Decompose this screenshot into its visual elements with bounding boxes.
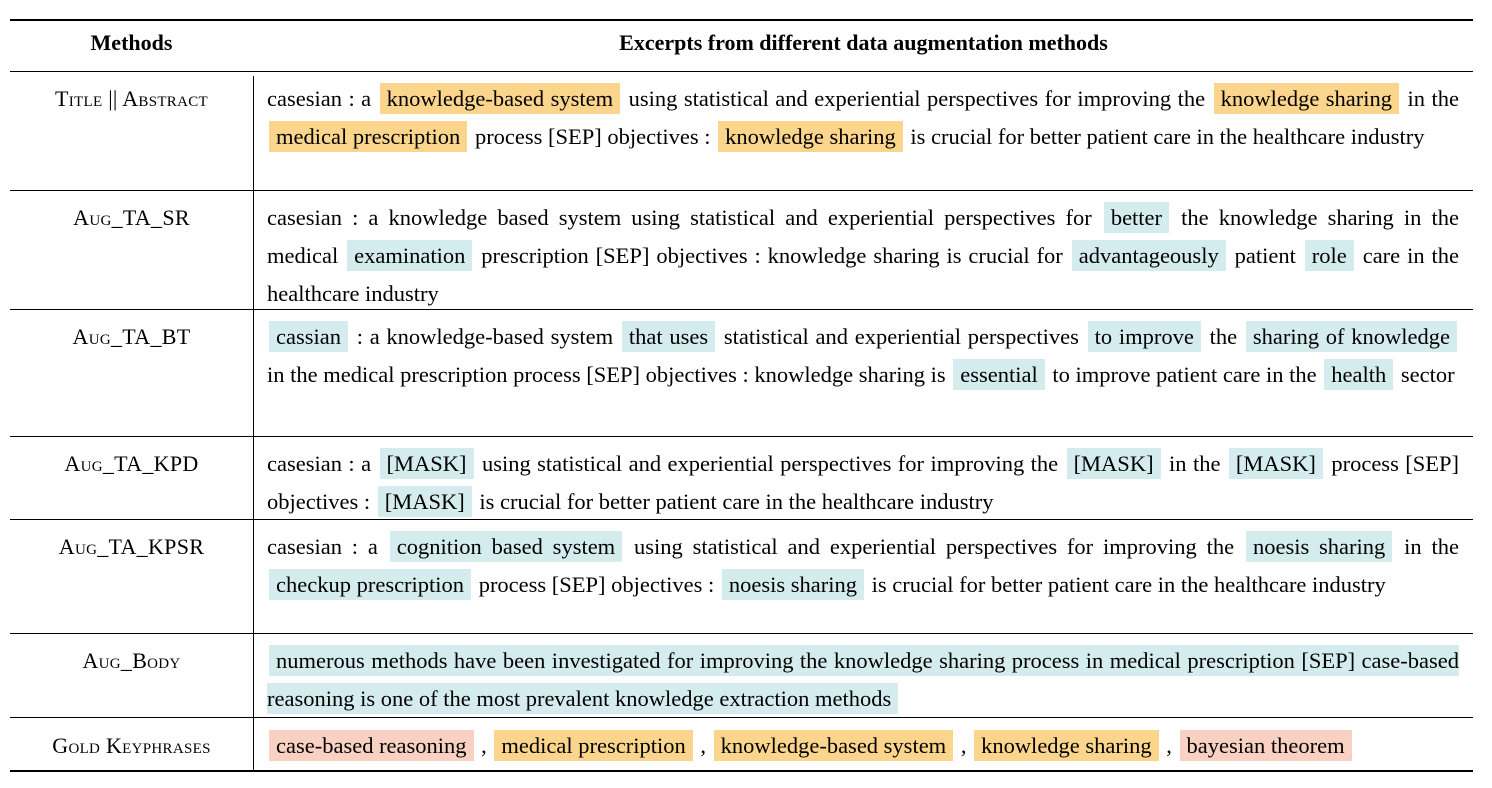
header-rule bbox=[10, 71, 1473, 72]
excerpt-text: casesian : a bbox=[267, 451, 378, 476]
excerpt-text: patient bbox=[1227, 243, 1303, 268]
highlighted-phrase: [MASK] bbox=[380, 448, 474, 479]
column-divider bbox=[253, 76, 254, 770]
highlighted-phrase: cassian bbox=[269, 321, 348, 352]
highlighted-phrase: health bbox=[1324, 359, 1393, 390]
highlighted-phrase: sharing of knowledge bbox=[1246, 321, 1457, 352]
excerpt-aug-ta-bt bbox=[267, 318, 1459, 394]
highlighted-phrase: knowledge sharing bbox=[718, 121, 903, 152]
method-aug-ta-bt: Aug_TA_BT bbox=[72, 324, 191, 349]
excerpt-text: process [SEP] objectives : bbox=[267, 451, 1460, 514]
excerpt-text: casesian : a bbox=[267, 534, 388, 559]
highlighted-phrase: that uses bbox=[622, 321, 715, 352]
excerpt-text: process [SEP] objectives : bbox=[473, 572, 720, 597]
excerpt-title-abstract bbox=[267, 80, 1459, 156]
highlighted-phrase: examination bbox=[347, 240, 472, 271]
highlighted-phrase: knowledge-based system bbox=[380, 83, 620, 114]
excerpt-text: the knowledge sharing in the medical bbox=[267, 205, 1460, 268]
excerpt-text: prescription [SEP] objectives : knowledge sharing is crucial for bbox=[474, 243, 1070, 268]
highlighted-phrase: to improve bbox=[1088, 321, 1201, 352]
method-aug-body: Aug_Body bbox=[82, 648, 181, 673]
highlighted-phrase: essential bbox=[953, 359, 1044, 390]
excerpt-aug-ta-sr bbox=[267, 199, 1459, 313]
highlighted-phrase: case-based reasoning bbox=[269, 730, 474, 761]
excerpt-text: statistical and experiential perspectives bbox=[717, 324, 1086, 349]
excerpt-text: sector bbox=[1395, 362, 1455, 387]
excerpt-text: is crucial for better patient care in the healthcare industry bbox=[473, 489, 994, 514]
excerpt-text: in the bbox=[1401, 86, 1459, 111]
highlighted-phrase: medical prescription bbox=[269, 121, 467, 152]
header-methods: Methods bbox=[90, 30, 173, 55]
highlighted-phrase: checkup prescription bbox=[269, 569, 471, 600]
highlighted-phrase: knowledge sharing bbox=[1214, 83, 1399, 114]
highlighted-phrase: numerous methods have been investigated for improving the knowledge sharing process in medical prescription [SEP] case-based reasoning is one of the most prevalent knowledge extraction methods bbox=[267, 645, 1459, 714]
excerpt-text: is crucial for better patient care in the healthcare industry bbox=[904, 124, 1425, 149]
highlighted-phrase: noesis sharing bbox=[1246, 531, 1392, 562]
excerpt-text: to improve patient care in the bbox=[1046, 362, 1323, 387]
highlighted-phrase: noesis sharing bbox=[722, 569, 864, 600]
highlighted-phrase: better bbox=[1104, 202, 1169, 233]
excerpt-text: in the bbox=[1394, 534, 1459, 559]
excerpt-text: in the medical prescription process [SEP] objectives : knowledge sharing is bbox=[267, 362, 952, 387]
highlighted-phrase: knowledge-based system bbox=[714, 730, 954, 761]
row-rule bbox=[10, 309, 1473, 310]
excerpt-text: casesian : a bbox=[267, 86, 378, 111]
excerpt-text: care in the healthcare industry bbox=[267, 243, 1459, 306]
highlighted-phrase: medical prescription bbox=[494, 730, 692, 761]
excerpt-text: casesian : a knowledge based system using statistical and experiential perspectives for bbox=[267, 205, 1102, 230]
row-rule bbox=[10, 190, 1473, 191]
bottom-rule bbox=[10, 770, 1473, 772]
excerpt-text: : a knowledge-based system bbox=[349, 324, 620, 349]
method-aug-ta-kpsr: Aug_TA_KPSR bbox=[58, 534, 205, 559]
row-rule bbox=[10, 436, 1473, 437]
excerpt-text: in the bbox=[1162, 451, 1227, 476]
row-rule bbox=[10, 717, 1473, 718]
excerpt-text: using statistical and experiential perspectives for improving the bbox=[624, 534, 1244, 559]
highlighted-phrase: [MASK] bbox=[1067, 448, 1161, 479]
excerpt-aug-body bbox=[267, 642, 1459, 718]
highlighted-phrase: cognition based system bbox=[390, 531, 622, 562]
row-rule bbox=[10, 519, 1473, 520]
highlighted-phrase: [MASK] bbox=[378, 486, 472, 517]
highlighted-phrase: bayesian theorem bbox=[1180, 730, 1352, 761]
excerpt-text: using statistical and experiential perspectives for improving the bbox=[475, 451, 1065, 476]
method-aug-ta-kpd: Aug_TA_KPD bbox=[64, 451, 199, 476]
method-title-abstract: Title || Abstract bbox=[54, 86, 209, 111]
highlighted-phrase: advantageously bbox=[1072, 240, 1226, 271]
method-aug-ta-sr: Aug_TA_SR bbox=[73, 205, 190, 230]
highlighted-phrase: role bbox=[1305, 240, 1354, 271]
excerpt-text: , bbox=[955, 733, 973, 758]
excerpt-text: , bbox=[1160, 733, 1178, 758]
excerpt-gold-keyphrases bbox=[267, 727, 1459, 765]
row-rule bbox=[10, 633, 1473, 634]
header-excerpts: Excerpts from different data augmentation methods bbox=[619, 30, 1108, 55]
highlighted-phrase: knowledge sharing bbox=[974, 730, 1159, 761]
highlighted-phrase: [MASK] bbox=[1229, 448, 1323, 479]
excerpt-text: is crucial for better patient care in the healthcare industry bbox=[866, 572, 1386, 597]
excerpt-text: , bbox=[475, 733, 493, 758]
excerpt-text: using statistical and experiential perspectives for improving the bbox=[622, 86, 1212, 111]
excerpt-text: process [SEP] objectives : bbox=[469, 124, 717, 149]
excerpt-text: , bbox=[694, 733, 712, 758]
method-gold-keyphrases: Gold Keyphrases bbox=[52, 733, 211, 758]
excerpt-text: the bbox=[1202, 324, 1244, 349]
excerpt-aug-ta-kpd bbox=[267, 445, 1459, 521]
excerpt-aug-ta-kpsr bbox=[267, 528, 1459, 604]
